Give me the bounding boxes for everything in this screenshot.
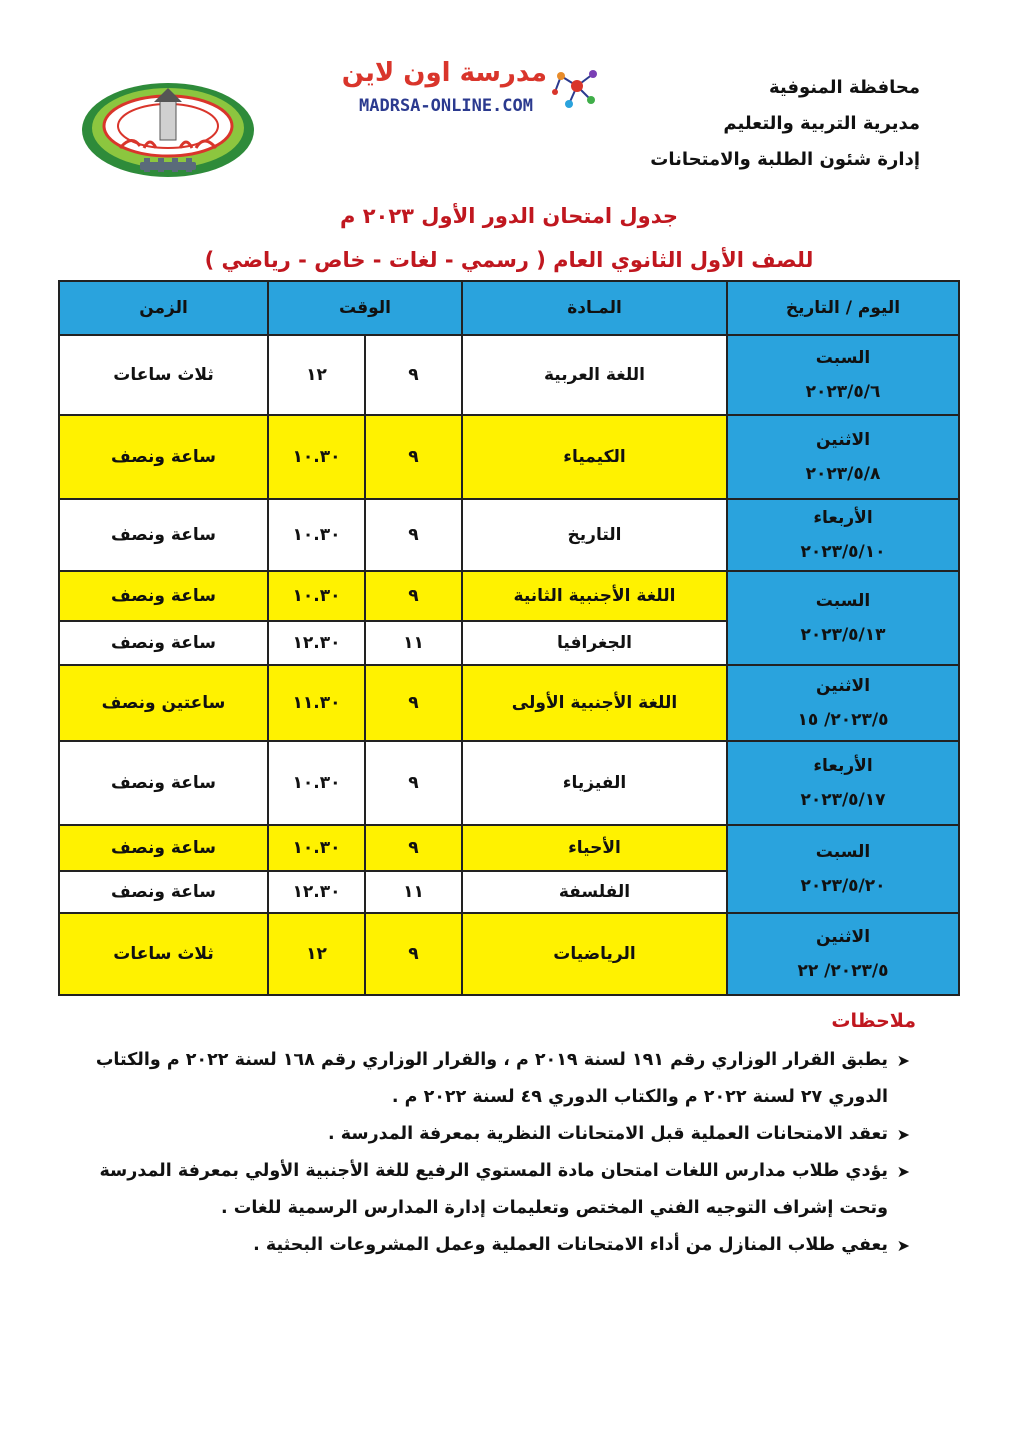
end-time-cell: ١٢.٣٠ [268, 621, 365, 665]
duration-cell: ساعة ونصف [59, 741, 268, 825]
day-date-cell [727, 335, 959, 415]
day-date-cell [727, 499, 959, 571]
authority-line-department: إدارة شئون الطلبة والامتحانات [650, 149, 920, 170]
list-item [80, 1116, 910, 1153]
end-time-cell: ١٠.٣٠ [268, 499, 365, 571]
note-text: تعقد الامتحانات العملية قبل الامتحانات النظرية بمعرفة المدرسة . [328, 1124, 888, 1144]
end-time-cell: ١٠.٣٠ [268, 571, 365, 621]
table-row [59, 415, 959, 499]
duration-cell: ساعة ونصف [59, 571, 268, 621]
day-name: السبت [815, 348, 871, 368]
exam-date: ٢٠٢٣/٥/٦ [805, 382, 881, 402]
exam-date: ٢٠٢٣/٥/١٠ [800, 542, 886, 562]
table-row [59, 913, 959, 995]
duration-cell: ثلاث ساعات [59, 913, 268, 995]
day-name: الأربعاء [813, 756, 873, 776]
authority-line-directorate: مديرية التربية والتعليم [723, 113, 920, 134]
subject-cell: الفلسفة [462, 871, 727, 913]
exam-date: ٢٠٢٣/٥/ ١٥ [797, 710, 889, 730]
day-date-cell [727, 825, 959, 913]
exam-date: ٢٠٢٣/٥/١٧ [800, 790, 886, 810]
note-text: يعفي طلاب المنازل من أداء الامتحانات العملية وعمل المشروعات البحثية . [253, 1235, 888, 1255]
duration-cell: ثلاث ساعات [59, 335, 268, 415]
exam-date: ٢٠٢٣/٥/٨ [805, 464, 881, 484]
list-item [80, 1042, 910, 1116]
end-time-cell: ١١.٣٠ [268, 665, 365, 741]
day-date-cell [727, 665, 959, 741]
subject-cell: الفيزياء [462, 741, 727, 825]
start-time-cell: ٩ [365, 571, 462, 621]
notes-list [80, 1042, 910, 1264]
table-header-row [59, 281, 959, 335]
header-subject: المـادة [462, 281, 727, 335]
site-brand [341, 52, 605, 124]
subject-cell: الجغرافيا [462, 621, 727, 665]
duration-cell: ساعة ونصف [59, 621, 268, 665]
header-time: الوقت [268, 281, 462, 335]
start-time-cell: ٩ [365, 335, 462, 415]
start-time-cell: ١١ [365, 621, 462, 665]
end-time-cell: ١٠.٣٠ [268, 825, 365, 871]
start-time-cell: ٩ [365, 499, 462, 571]
exam-schedule-table [58, 280, 960, 996]
day-name: السبت [815, 842, 871, 862]
day-date-cell [727, 571, 959, 665]
day-date-cell [727, 741, 959, 825]
notes-title: ملاحظات [831, 1010, 916, 1032]
subject-cell: الكيمياء [462, 415, 727, 499]
day-date-cell [727, 913, 959, 995]
table-row [59, 335, 959, 415]
brand-arabic: مدرسة اون لاين [341, 58, 547, 88]
note-text: يطبق القرار الوزاري رقم ١٩١ لسنة ٢٠١٩ م ، والقرار الوزاري رقم ١٦٨ لسنة ٢٠٢٢ م والكتاب الدوري ٢٧ لسنة ٢٠٢٢ م والكتاب الدوري ٤٩ لسنة ٢٠٢٢ م . [95, 1050, 888, 1107]
exam-date: ٢٠٢٣/٥/ ٢٢ [797, 961, 889, 981]
arrow-bullet-icon: ➤ [896, 1162, 910, 1181]
directorate-emblem-icon [80, 78, 256, 178]
duration-cell: ساعة ونصف [59, 499, 268, 571]
day-name: الأربعاء [813, 508, 873, 528]
subject-cell: اللغة الأجنبية الثانية [462, 571, 727, 621]
end-time-cell: ١٢ [268, 335, 365, 415]
schedule-title: جدول امتحان الدور الأول ٢٠٢٣ م [340, 204, 678, 228]
arrow-bullet-icon: ➤ [896, 1125, 910, 1144]
table-row [59, 499, 959, 571]
day-date-cell [727, 415, 959, 499]
start-time-cell: ٩ [365, 825, 462, 871]
schedule-subtitle: للصف الأول الثانوي العام ( رسمي - لغات - خاص - رياضي ) [204, 248, 814, 272]
list-item [80, 1153, 910, 1227]
duration-cell: ساعة ونصف [59, 415, 268, 499]
day-name: الاثنين [815, 676, 871, 696]
start-time-cell: ٩ [365, 665, 462, 741]
header-duration: الزمن [59, 281, 268, 335]
note-text: يؤدي طلاب مدارس اللغات امتحان مادة المستوي الرفيع للغة الأجنبية الأولي بمعرفة المدرسة وتحت إشراف التوجيه الفني المختص وتعليمات إدارة المدارس الرسمية للغات . [99, 1161, 888, 1218]
start-time-cell: ٩ [365, 415, 462, 499]
end-time-cell: ١٠.٣٠ [268, 415, 365, 499]
end-time-cell: ١٢.٣٠ [268, 871, 365, 913]
table-row [59, 665, 959, 741]
end-time-cell: ١٠.٣٠ [268, 741, 365, 825]
table-row [59, 741, 959, 825]
duration-cell: ساعة ونصف [59, 871, 268, 913]
subject-cell: التاريخ [462, 499, 727, 571]
day-name: الاثنين [815, 430, 871, 450]
list-item [80, 1227, 910, 1264]
subject-cell: الأحياء [462, 825, 727, 871]
brand-english: MADRSA-ONLINE.COM [359, 96, 533, 116]
start-time-cell: ١١ [365, 871, 462, 913]
arrow-bullet-icon: ➤ [896, 1236, 910, 1255]
subject-cell: اللغة الأجنبية الأولى [462, 665, 727, 741]
duration-cell: ساعتين ونصف [59, 665, 268, 741]
day-name: الاثنين [815, 927, 871, 947]
authority-line-governorate: محافظة المنوفية [768, 77, 920, 98]
day-name: السبت [815, 591, 871, 611]
subject-cell: اللغة العربية [462, 335, 727, 415]
start-time-cell: ٩ [365, 741, 462, 825]
arrow-bullet-icon: ➤ [896, 1051, 910, 1070]
table-row [59, 571, 959, 621]
end-time-cell: ١٢ [268, 913, 365, 995]
table-row [59, 825, 959, 871]
exam-date: ٢٠٢٣/٥/٢٠ [800, 876, 886, 896]
exam-date: ٢٠٢٣/٥/١٣ [800, 625, 886, 645]
start-time-cell: ٩ [365, 913, 462, 995]
duration-cell: ساعة ونصف [59, 825, 268, 871]
network-molecule-icon [551, 64, 601, 114]
issuing-authority [600, 70, 920, 178]
subject-cell: الرياضيات [462, 913, 727, 995]
header-day-date: اليوم / التاريخ [727, 281, 959, 335]
